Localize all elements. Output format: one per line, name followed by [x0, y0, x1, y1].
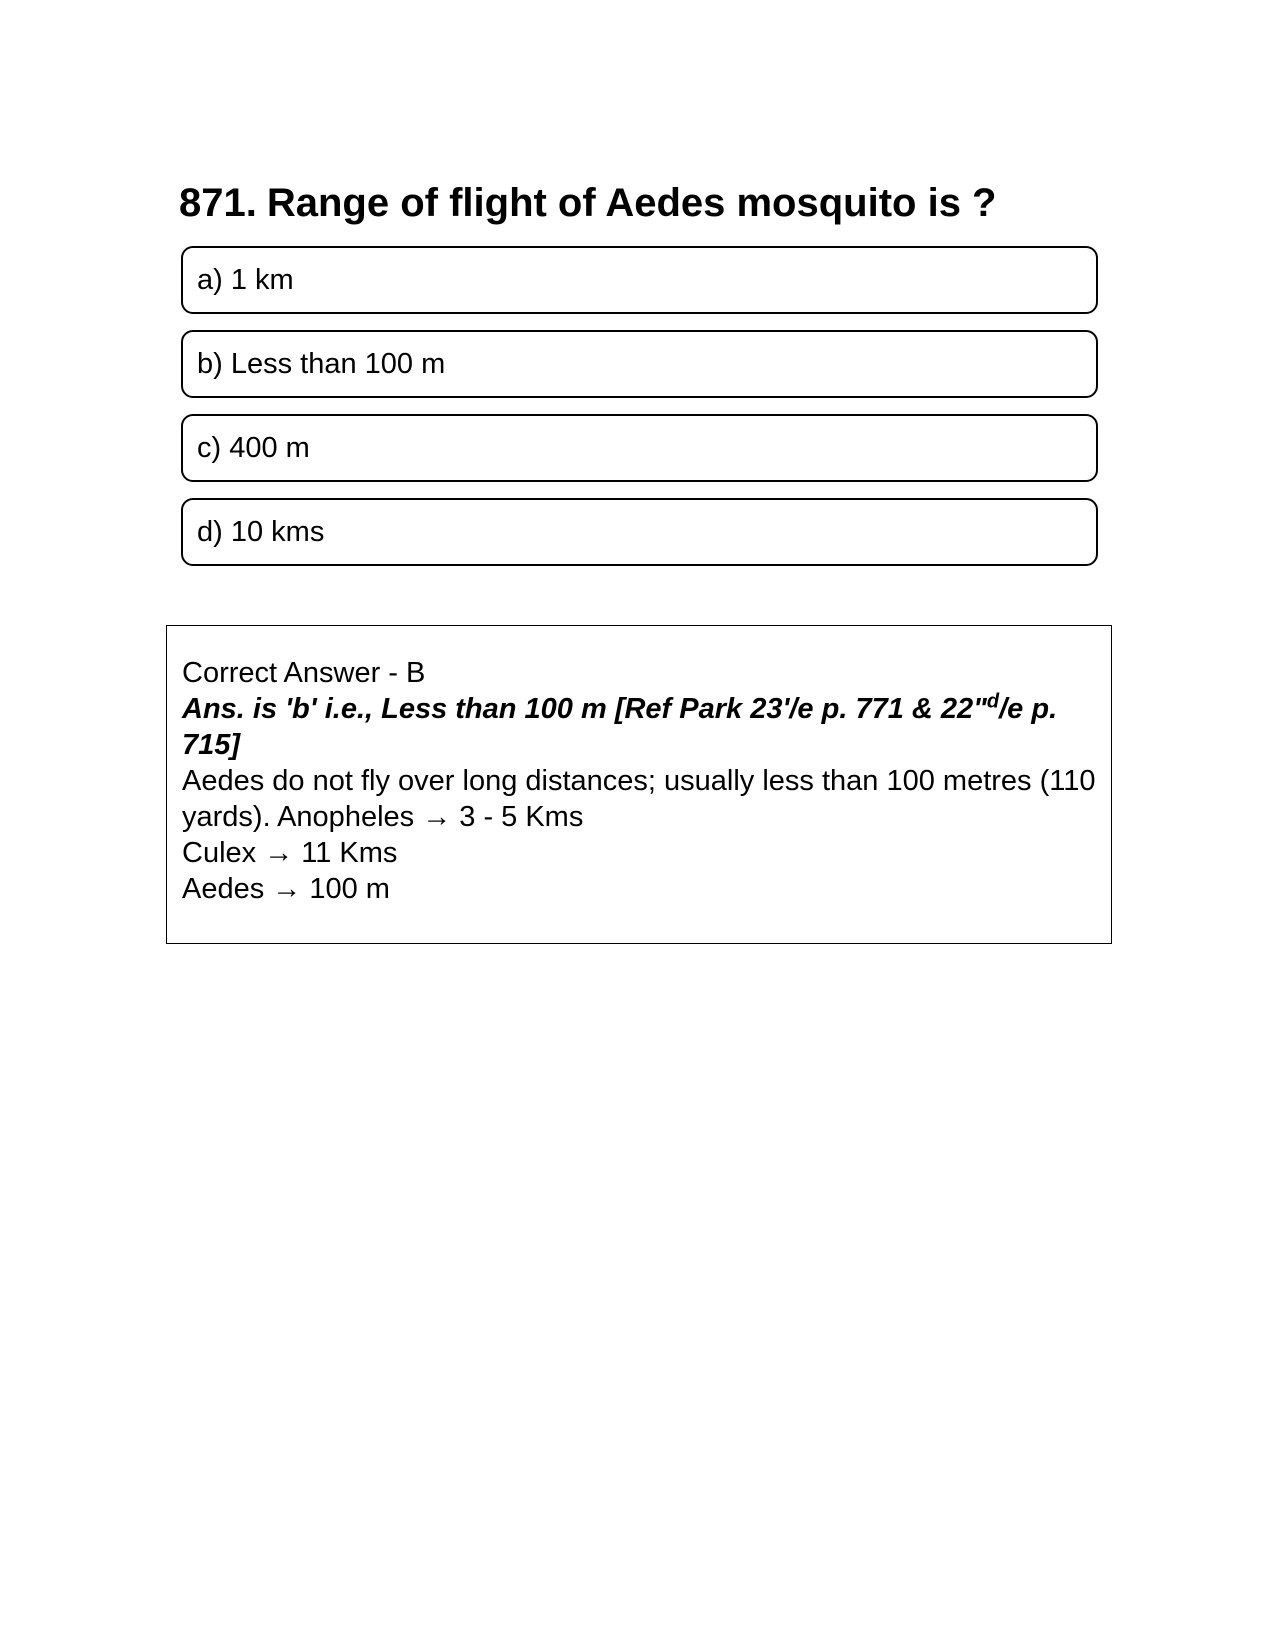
question-number: 871. [179, 181, 257, 225]
question-text: Range of flight of Aedes mosquito is ? [266, 181, 997, 225]
option-b[interactable]: b) Less than 100 m [181, 330, 1098, 398]
answer-reference-part1: Ans. is 'b' i.e., Less than 100 m [Ref Park 23'/e p. 771 & 22" [182, 693, 987, 725]
option-c[interactable]: c) 400 m [181, 414, 1098, 482]
answer-reference [182, 691, 1097, 763]
answer-explanation: Aedes do not fly over long distances; usually less than 100 metres (110 yards). Anopheles → 3 - 5 Kms [182, 765, 1096, 833]
options-list [181, 246, 1098, 582]
culex-range: Culex → 11 Kms [182, 837, 398, 869]
option-a[interactable]: a) 1 km [181, 246, 1098, 314]
answer-reference-sup: d [986, 690, 1000, 713]
option-d[interactable]: d) 10 kms [181, 498, 1098, 566]
correct-answer: Correct Answer - B [182, 657, 426, 689]
aedes-range: Aedes → 100 m [182, 873, 390, 905]
answer-explanation-box [166, 625, 1112, 944]
answer-reference-part2: /e p. 715] [182, 693, 1058, 761]
question-heading [179, 178, 1099, 228]
